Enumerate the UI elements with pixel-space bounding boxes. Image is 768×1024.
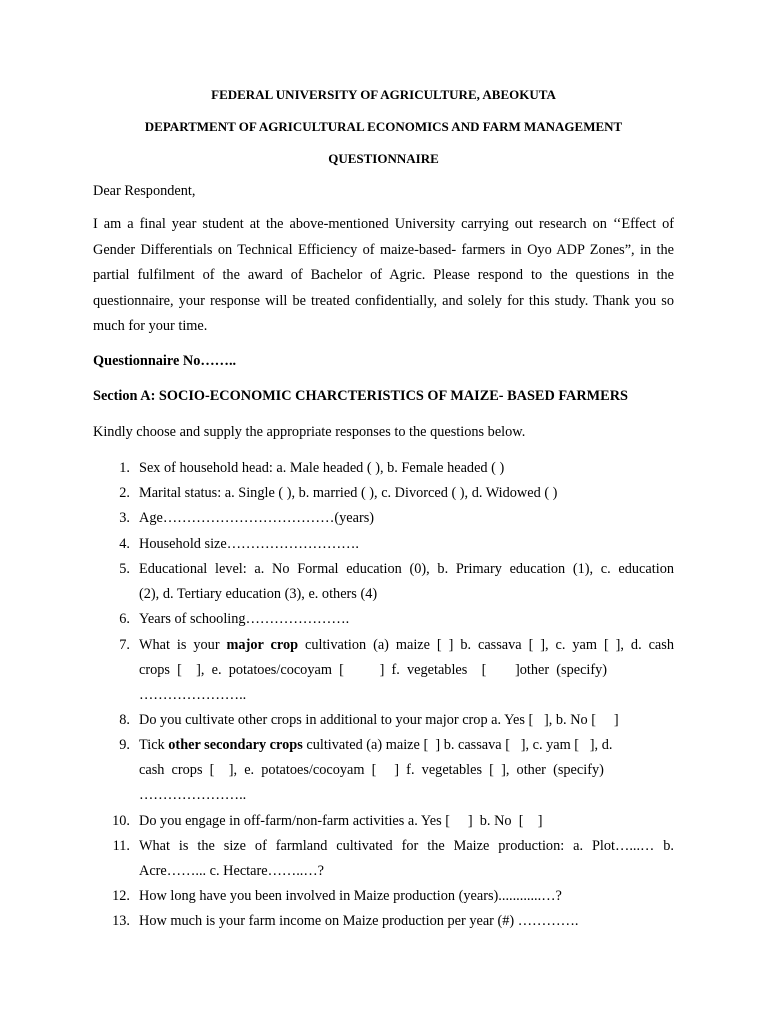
question-text-continued: crops [ ], e. potatoes/cocoyam [ ] f. vegetables [ ]other (specify) [139,662,608,678]
question-text: Do you cultivate other crops in additional to your major crop a. Yes [ ], b. No [ ] [139,712,619,728]
question-number: 11. [112,838,130,854]
question-text: Marital status: a. Single ( ), b. married ( ), c. Divorced ( ), d. Widowed ( ) [139,485,558,501]
question-text-part: cultivation (a) maize [ ] b. cassava [ ], c. yam [ ], d. cash [298,637,674,653]
question-text-continued: (2), d. Tertiary education (3), e. others (4) [139,586,378,602]
section-a-heading [93,388,674,405]
questionnaire-number: Questionnaire No…….. [93,353,237,369]
university-heading: FEDERAL UNIVERSITY OF AGRICULTURE, ABEOKUTA [211,87,556,102]
question-number: 7. [119,637,130,653]
question-text-continued: Acre……... c. Hectare……..…? [139,863,324,879]
question-text [139,633,674,658]
question-text: Do you engage in off-farm/non-farm activities a. Yes [ ] b. No [ ] [139,813,543,829]
question-number: 13. [112,913,130,929]
question-text: Age………………………………(years) [139,510,375,526]
question-emphasis: other secondary crops [168,737,303,753]
question-text-part: What is your [139,637,227,653]
question-number: 2. [119,485,130,501]
question-emphasis: major crop [226,637,299,653]
question-number: 3. [119,510,130,526]
section-a-prefix: Section A: [93,388,159,404]
salutation: Dear Respondent, [93,183,196,199]
question-text [139,733,674,758]
question-text: How long have you been involved in Maize production (years)............…? [139,888,562,904]
question-text: Educational level: a. No Formal education (0), b. Primary education (1), c. education [139,561,674,577]
question-number: 6. [119,611,130,627]
question-number: 5. [119,561,130,577]
question-number: 4. [119,536,130,552]
question-answer-blank: ………………….. [139,787,247,803]
question-text: Sex of household head: a. Male headed ( ), b. Female headed ( ) [139,460,505,476]
question-text: Years of schooling…………………. [139,611,350,627]
section-a-title: SOCIO-ECONOMIC CHARCTERISTICS OF MAIZE- BASED FARMERS [158,388,628,404]
question-text-part: Tick [139,737,169,753]
question-number: 9. [119,737,130,753]
document-title: QUESTIONNAIRE [328,151,439,166]
instruction-text: Kindly choose and supply the appropriate responses to the questions below. [93,424,526,440]
question-text-continued: cash crops [ ], e. potatoes/cocoyam [ ] f. vegetables [ ], other (specify) [139,762,604,778]
question-answer-blank: ………………….. [139,687,247,703]
question-number: 1. [119,460,130,476]
intro-paragraph: I am a final year student at the above-mentioned University carrying out research on ‘‘Effect of Gender Differentials on Technical Efficiency of maize-based- farmers in Oyo ADP Zones”, in the partial fulfilment of the award of Bachelor of Agric. Please respond to the questions in the questionnaire, your response will be treated confidentially, and solely for this study. Thank you so much for your time. [93,216,674,335]
question-text: What is the size of farmland cultivated for the Maize production: a. Plot…...… b. [139,838,674,854]
question-number: 10. [112,813,130,829]
question-number: 12. [112,888,130,904]
question-number: 8. [119,712,130,728]
question-text-part: cultivated (a) maize [ ] b. cassava [ ], c. yam [ ], d. [302,737,613,753]
question-text: Household size………………………. [139,536,359,552]
question-text: How much is your farm income on Maize production per year (#) …………. [139,913,579,929]
department-heading: DEPARTMENT OF AGRICULTURAL ECONOMICS AND FARM MANAGEMENT [144,119,623,134]
